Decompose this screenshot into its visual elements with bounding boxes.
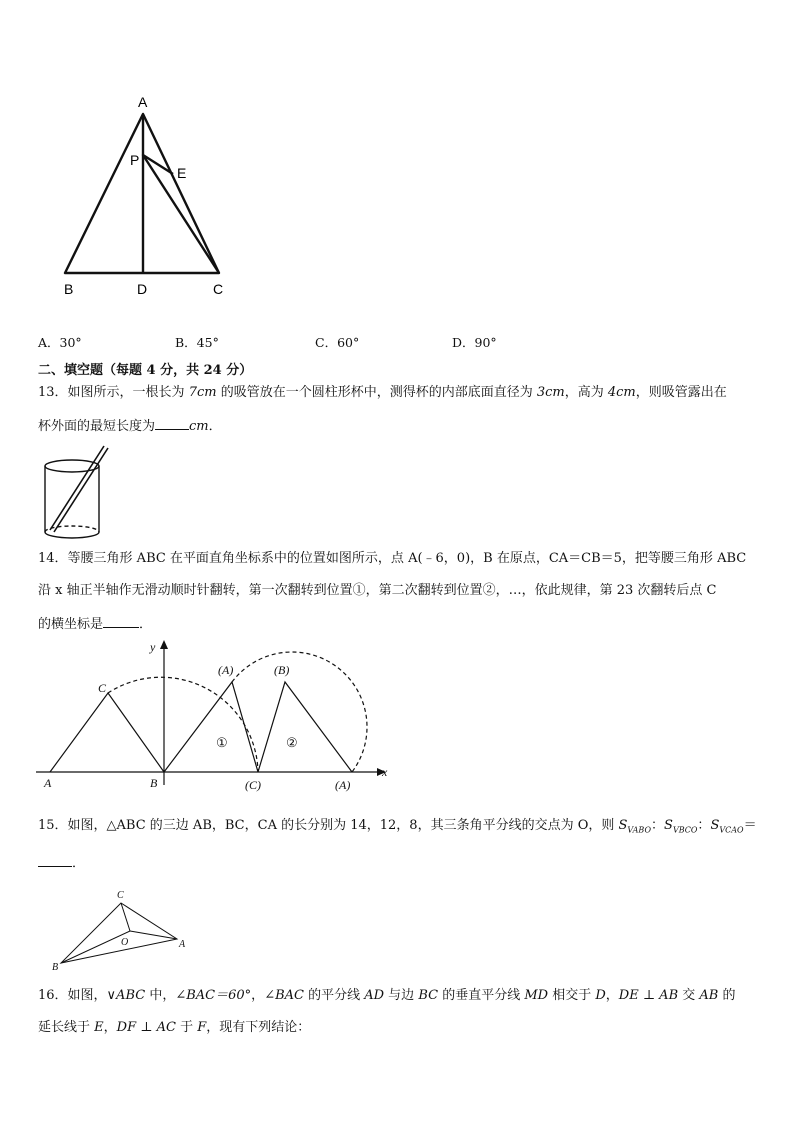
label-y: y bbox=[150, 640, 156, 654]
q14-line-2: 沿 x 轴正半轴作无滑动顺时针翻转，第一次翻转到位置①，第二次翻转到位置②，…，依此规律，第 23 次翻转后点 C bbox=[38, 583, 717, 598]
option-a[interactable]: A．30° bbox=[38, 335, 82, 350]
label-p: P bbox=[130, 152, 140, 168]
label-circle-1: ① bbox=[216, 735, 228, 750]
q15-line-1: 15．如图，△ABC 的三边 AB，BC，CA 的长分别为 14，12，8，其三条角平分线的交点为 O，则 $S_{VABO}$：$S_{VBCO}$：$S_{VCAO}=$ bbox=[38, 818, 757, 835]
label-c: C bbox=[213, 281, 224, 297]
label-c: C bbox=[117, 890, 124, 901]
label-a: A bbox=[44, 776, 52, 790]
q15-line-2: ． bbox=[38, 853, 85, 873]
option-b[interactable]: B．45° bbox=[175, 335, 219, 350]
label-a: A bbox=[138, 94, 148, 110]
option-c[interactable]: C．60° bbox=[315, 335, 360, 350]
q15-answer-blank[interactable] bbox=[38, 853, 72, 867]
label-circle-2: ② bbox=[286, 735, 298, 750]
q13-line-2: 杯外面的最短长度为 cm． bbox=[38, 416, 222, 436]
option-d[interactable]: D．90° bbox=[452, 335, 497, 350]
label-b: B bbox=[150, 776, 158, 790]
figure-triangle-incenter bbox=[45, 885, 195, 975]
q14-answer-blank[interactable] bbox=[103, 614, 139, 628]
section-heading-fill-blank: 二、填空题（每题 4 分，共 24 分） bbox=[38, 363, 253, 378]
label-b: B bbox=[52, 962, 59, 973]
label-o: O bbox=[121, 937, 129, 948]
label-c: C bbox=[98, 681, 107, 695]
triangle-position-1 bbox=[164, 682, 258, 772]
label-a: A bbox=[179, 939, 186, 950]
label-e: E bbox=[177, 165, 187, 181]
figure-triangle-apebdc bbox=[55, 92, 240, 302]
label-d: D bbox=[137, 281, 148, 297]
figure-cup-straw bbox=[40, 442, 115, 542]
triangle-original bbox=[50, 693, 164, 772]
label-pos-a1: (A) bbox=[218, 663, 234, 677]
q13-answer-blank[interactable] bbox=[155, 416, 189, 430]
figure-rotating-triangle bbox=[30, 635, 400, 800]
label-pos-c: (C) bbox=[245, 778, 261, 792]
label-pos-a2: (A) bbox=[335, 778, 351, 792]
q16-line-1: 16．如图，∨ABC 中，∠BAC＝60°，∠BAC 的平分线 AD 与边 BC 的垂直平分线 MD 相交于 D，DE ⊥ AB 交 AB 的 bbox=[38, 988, 736, 1003]
label-pos-b1: (B) bbox=[274, 663, 290, 677]
label-x: x bbox=[382, 765, 388, 779]
triangle-position-2 bbox=[258, 682, 352, 772]
q16-line-2: 延长线于 E，DF ⊥ AC 于 F，现有下列结论： bbox=[38, 1020, 311, 1035]
label-b: B bbox=[64, 281, 74, 297]
q13-line-1: 13．如图所示，一根长为 7cm 的吸管放在一个圆柱形杯中，测得杯的内部底面直径为 3cm，高为 4cm，则吸管露出在 bbox=[38, 385, 727, 400]
q14-line-3: 的横坐标是 ． bbox=[38, 614, 152, 634]
q14-line-1: 14．等腰三角形 ABC 在平面直角坐标系中的位置如图所示，点 A(﹣6，0)，B 在原点，CA＝CB＝5，把等腰三角形 ABC bbox=[38, 551, 747, 566]
